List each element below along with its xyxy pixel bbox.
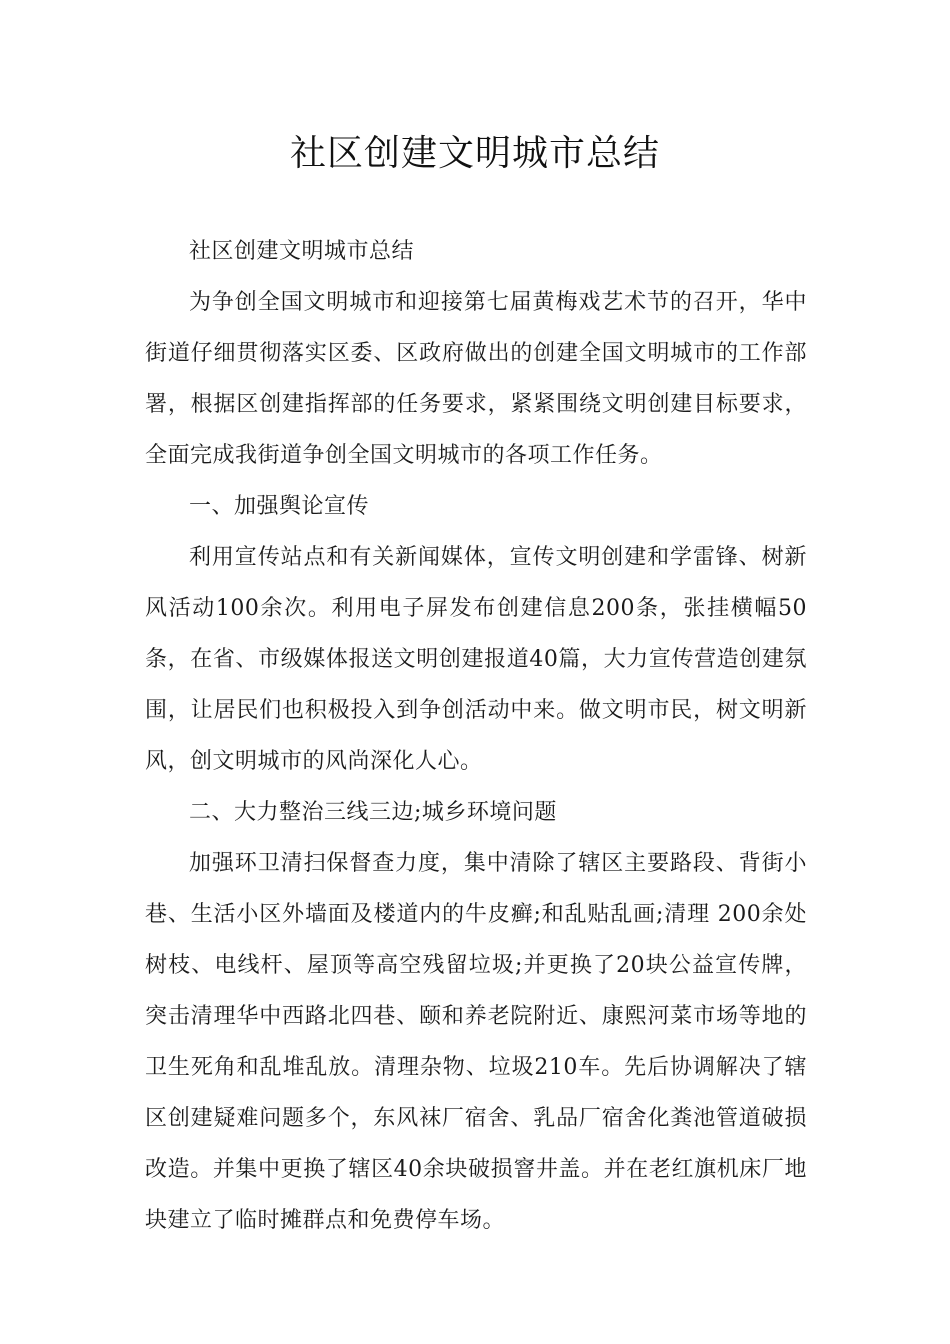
section-body-publicity: 利用宣传站点和有关新闻媒体，宣传文明创建和学雷锋、树新风活动100余次。利用电子屏发布创建信息200条，张挂横幅50条，在省、市级媒体报送文明创建报道40篇，大力宣传营造创建氛围，让居民们也积极投入到争创活动中来。做文明市民，树文明新风，创文明城市的风尚深化人心。	[145, 545, 807, 774]
intro-paragraph: 为争创全国文明城市和迎接第七届黄梅戏艺术节的召开，华中街道仔细贯彻落实区委、区政府做出的创建全国文明城市的工作部署，根据区创建指挥部的任务要求，紧紧围绕文明创建目标要求，全面完成我街道争创全国文明城市的各项工作任务。	[145, 290, 807, 468]
document-subtitle: 社区创建文明城市总结	[189, 239, 415, 264]
section-heading-publicity: 一、加强舆论宣传	[189, 494, 370, 519]
document-title: 社区创建文明城市总结	[289, 133, 660, 174]
document-body	[145, 226, 807, 1246]
section-heading-environment: 二、大力整治三线三边;城乡环境问题	[189, 800, 557, 825]
section-body-environment: 加强环卫清扫保督查力度，集中清除了辖区主要路段、背街小巷、生活小区外墙面及楼道内的牛皮癣;和乱贴乱画;清理 200余处树枝、电线杆、屋顶等高空残留垃圾;并更换了20块公益宣传牌，突击清理华中西路北四巷、颐和养老院附近、康熙河菜市场等地的卫生死角和乱堆乱放。清理杂物、垃圾210车。先后协调解决了辖区创建疑难问题多个，东风袜厂宿舍、乳品厂宿舍化粪池管道破损改造。并集中更换了辖区40余块破损窨井盖。并在老红旗机床厂地块建立了临时摊群点和免费停车场。	[145, 851, 807, 1233]
